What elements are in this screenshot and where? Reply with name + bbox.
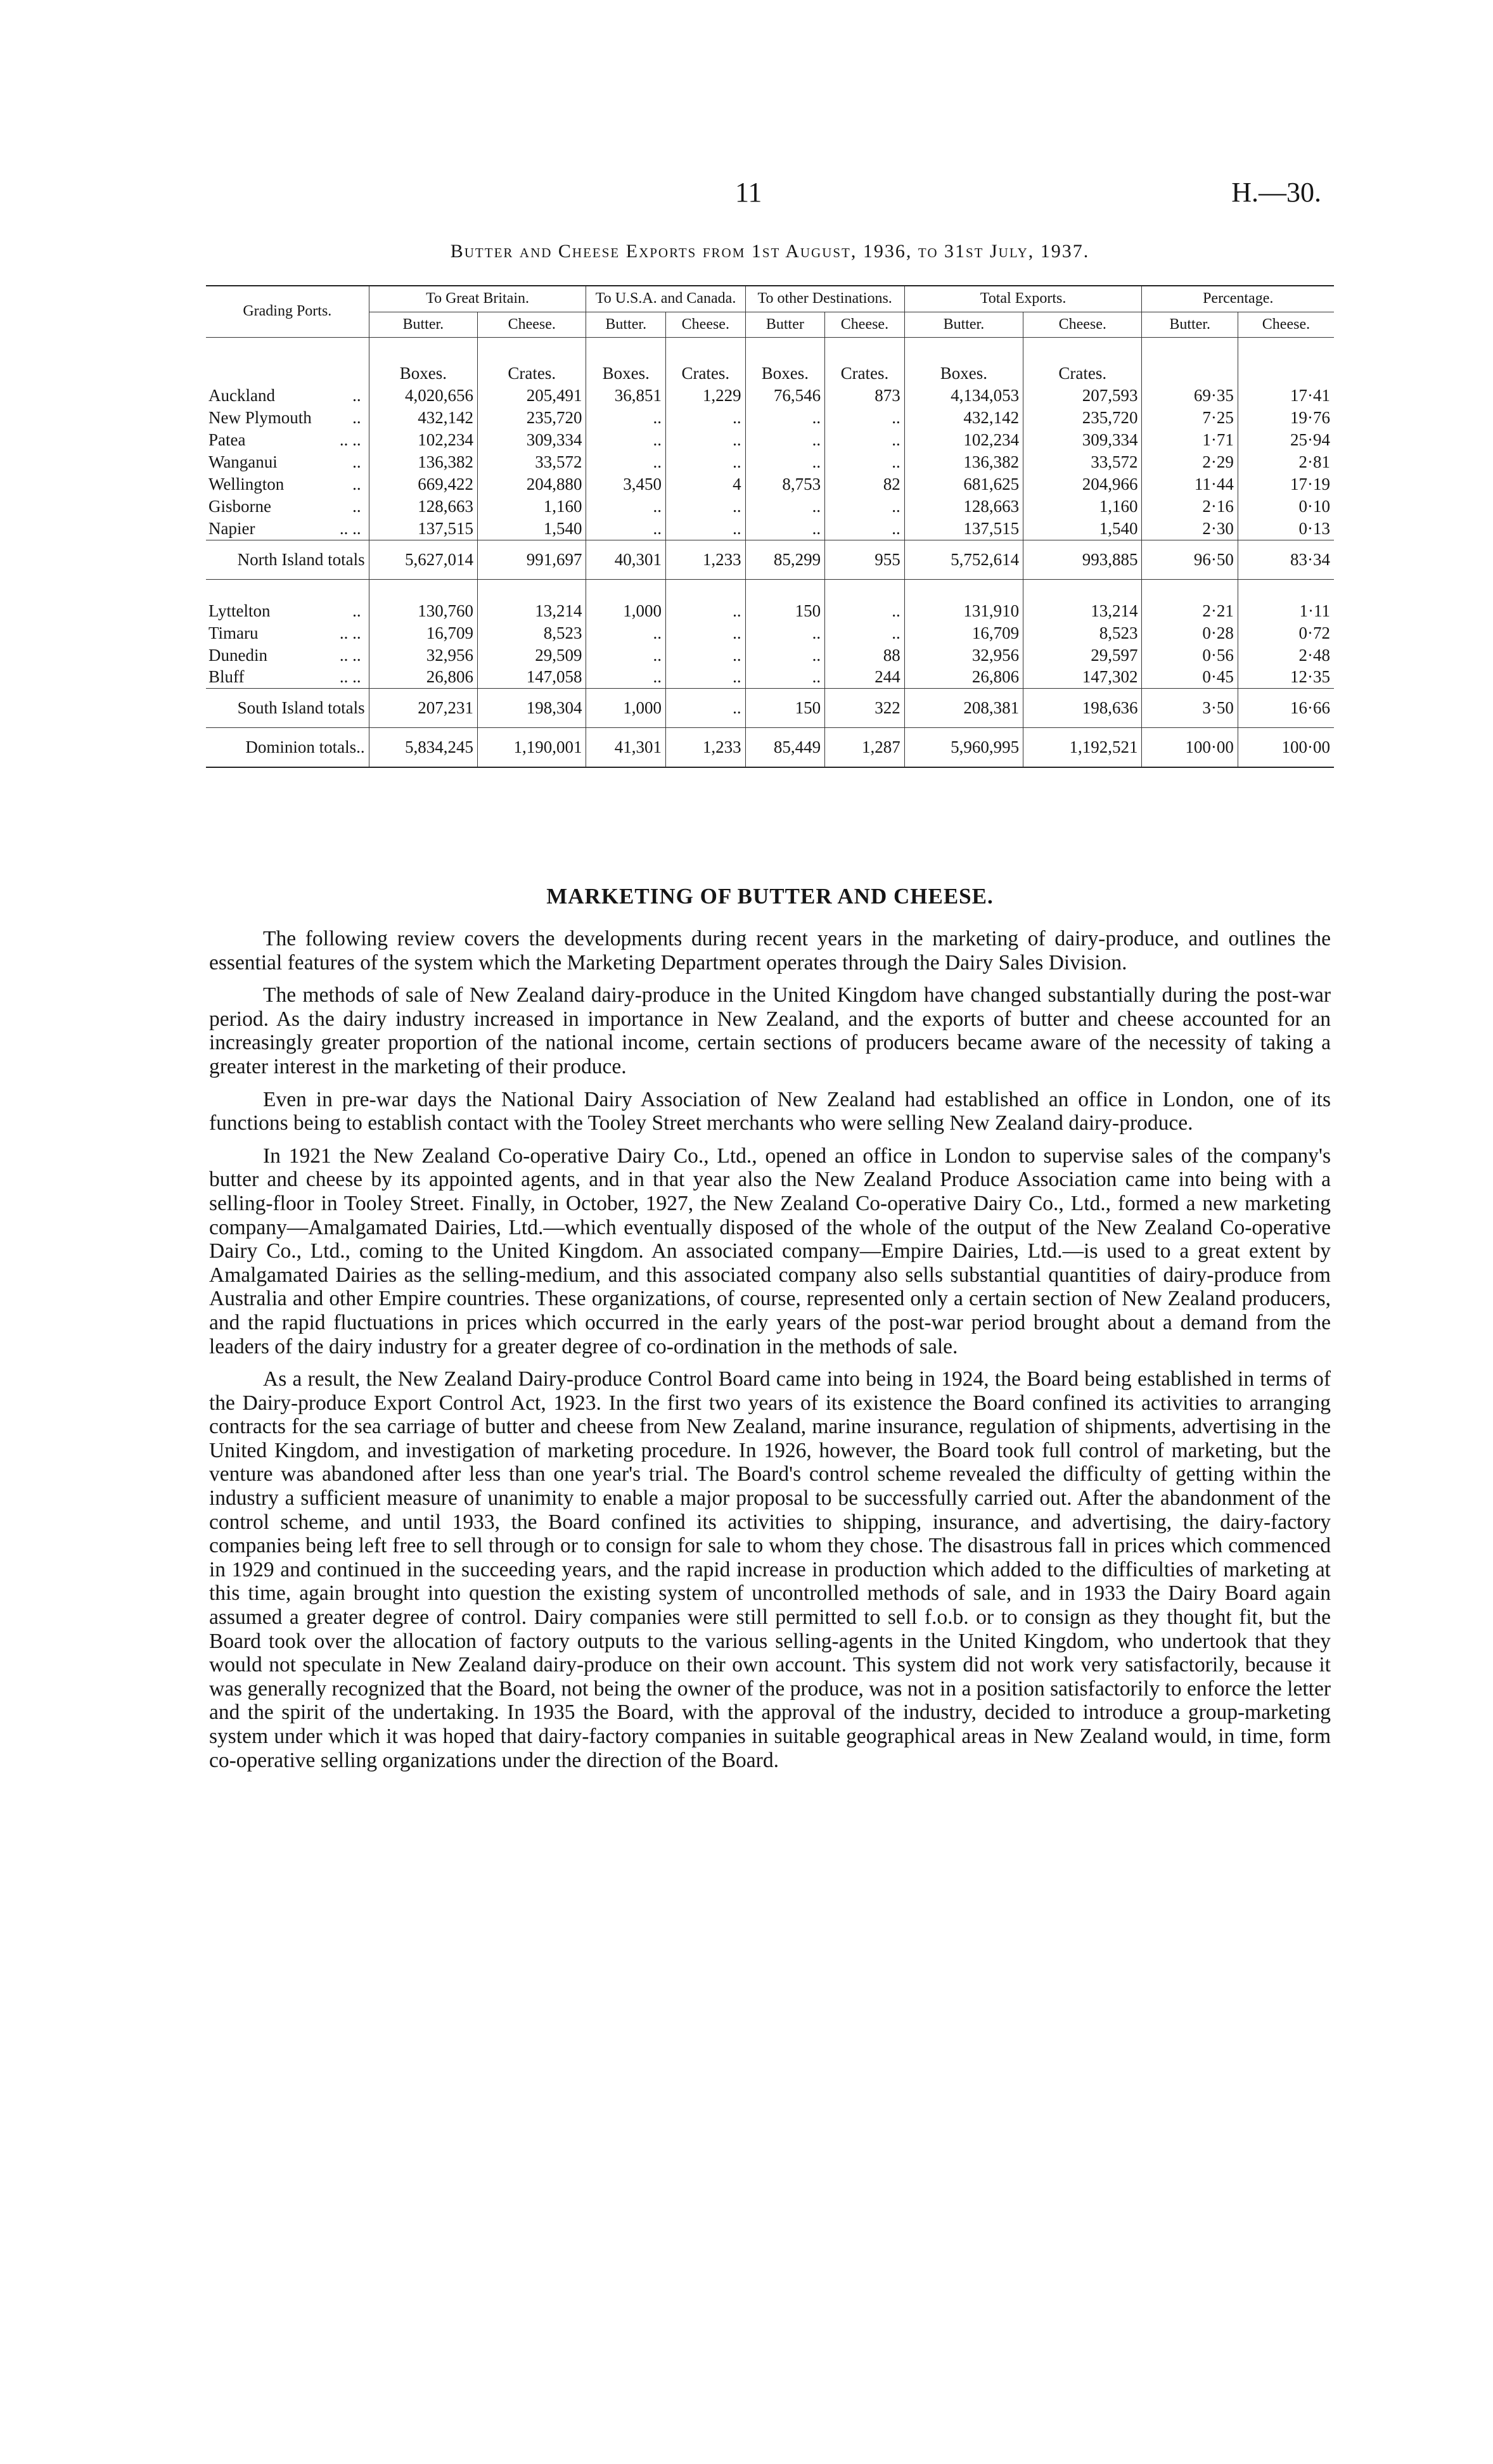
table-title: Butter and Cheese Exports from 1st August, 1936, to 31st July, 1937.	[450, 241, 1090, 262]
table-row	[206, 644, 1334, 667]
subheader: Cheese.	[666, 312, 746, 338]
table-cell: 17·41	[1238, 385, 1334, 407]
table-cell: 1,229	[666, 385, 746, 407]
table-cell: 26,806	[904, 666, 1023, 688]
units-label	[206, 338, 369, 385]
table-cell: 1·11	[1238, 600, 1334, 622]
subheader: Cheese.	[1023, 312, 1142, 338]
total-cell: 83·34	[1238, 540, 1334, 579]
table-cell: 147,302	[1023, 666, 1142, 688]
report-code: H.—30.	[1231, 177, 1321, 208]
table-cell: 205,491	[478, 385, 586, 407]
table-cell: 235,720	[478, 407, 586, 429]
total-cell: 85,299	[745, 540, 825, 579]
table-cell: 147,058	[478, 666, 586, 688]
total-cell: 955	[825, 540, 905, 579]
table-cell: 2·30	[1142, 518, 1238, 540]
paragraph: The following review covers the developments during recent years in the marketing of dairy-produce, and outlines the essential features of the system which the Marketing Department operates through the Dairy Sales Division.	[209, 927, 1331, 974]
total-cell: 150	[745, 689, 825, 728]
grading-ports-header: Grading Ports.	[206, 286, 369, 338]
table-cell: 88	[825, 644, 905, 667]
subheader: Butter	[745, 312, 825, 338]
section-heading: MARKETING OF BUTTER AND CHEESE.	[546, 884, 994, 909]
table-cell: 1,000	[586, 600, 666, 622]
table-cell: ..	[666, 666, 746, 688]
port-name: Wanganui ..	[208, 452, 361, 471]
table-cell: 4,134,053	[904, 385, 1023, 407]
table-cell: 432,142	[904, 407, 1023, 429]
table-cell: 4,020,656	[369, 385, 477, 407]
total-row	[206, 728, 1334, 767]
table-cell: ..	[745, 495, 825, 518]
table-cell: 1,160	[478, 495, 586, 518]
table-cell: 235,720	[1023, 407, 1142, 429]
table-cell: 17·19	[1238, 473, 1334, 495]
spacer-cell	[825, 579, 905, 600]
total-cell: 5,834,245	[369, 728, 477, 767]
total-cell: 991,697	[478, 540, 586, 579]
paragraph: Even in pre-war days the National Dairy Association of New Zealand had established an office in London, one of its functions being to establish contact with the Tooley Street merchants who were selling New Zealand dairy-produce.	[209, 1087, 1331, 1135]
unit-label: Boxes.	[586, 338, 666, 385]
table-cell: 7·25	[1142, 407, 1238, 429]
subheader: Cheese.	[825, 312, 905, 338]
table-cell: ..	[745, 451, 825, 473]
table-row	[206, 429, 1334, 451]
unit-label: Boxes.	[369, 338, 477, 385]
subheader: Cheese.	[1238, 312, 1334, 338]
table-cell: 669,422	[369, 473, 477, 495]
unit-label	[1238, 338, 1334, 385]
table-row	[206, 473, 1334, 495]
table-cell: 0·45	[1142, 666, 1238, 688]
table-cell: ..	[825, 429, 905, 451]
exports-table-body	[206, 338, 1334, 768]
port-name: Dunedin .. ..	[208, 645, 361, 665]
exports-table-container	[206, 285, 1334, 768]
table-cell: 2·16	[1142, 495, 1238, 518]
spacer-cell	[745, 579, 825, 600]
table-row	[206, 385, 1334, 407]
table-cell: 137,515	[904, 518, 1023, 540]
spacer-cell	[1238, 579, 1334, 600]
port-name: Patea .. ..	[208, 430, 361, 449]
table-cell: ..	[825, 518, 905, 540]
total-row	[206, 689, 1334, 728]
table-cell: ..	[825, 622, 905, 644]
table-cell: ..	[586, 407, 666, 429]
unit-label	[1142, 338, 1238, 385]
table-cell: 16,709	[369, 622, 477, 644]
table-cell: 0·10	[1238, 495, 1334, 518]
exports-table	[206, 285, 1334, 768]
group-header: Percentage.	[1142, 286, 1334, 312]
table-cell: 8,523	[1023, 622, 1142, 644]
table-cell: 2·48	[1238, 644, 1334, 667]
port-name: Napier .. ..	[208, 518, 361, 538]
total-cell: 198,304	[478, 689, 586, 728]
table-cell: 2·29	[1142, 451, 1238, 473]
table-cell: 309,334	[478, 429, 586, 451]
table-cell: 32,956	[369, 644, 477, 667]
port-name: Wellington ..	[208, 474, 361, 494]
table-cell: 204,966	[1023, 473, 1142, 495]
total-cell: 100·00	[1142, 728, 1238, 767]
table-cell: 136,382	[904, 451, 1023, 473]
unit-label: Boxes.	[745, 338, 825, 385]
table-cell: ..	[745, 644, 825, 667]
total-cell: 1,190,001	[478, 728, 586, 767]
total-cell: 41,301	[586, 728, 666, 767]
table-cell: ..	[586, 666, 666, 688]
units-row	[206, 338, 1334, 385]
table-cell: ..	[825, 451, 905, 473]
table-cell: 0·72	[1238, 622, 1334, 644]
table-cell: 432,142	[369, 407, 477, 429]
table-cell: 76,546	[745, 385, 825, 407]
spacer-row	[206, 579, 1334, 600]
table-cell: 33,572	[478, 451, 586, 473]
port-name: Timaru .. ..	[208, 623, 361, 642]
total-cell: 1,000	[586, 689, 666, 728]
total-cell: 3·50	[1142, 689, 1238, 728]
table-cell: ..	[666, 451, 746, 473]
total-label: South Island totals	[206, 689, 369, 728]
table-row	[206, 407, 1334, 429]
table-cell: 1·71	[1142, 429, 1238, 451]
table-cell: 32,956	[904, 644, 1023, 667]
total-label: North Island totals	[206, 540, 369, 579]
total-cell: 208,381	[904, 689, 1023, 728]
table-cell: 29,597	[1023, 644, 1142, 667]
total-cell: 198,636	[1023, 689, 1142, 728]
table-cell: 131,910	[904, 600, 1023, 622]
table-cell: 11·44	[1142, 473, 1238, 495]
spacer-cell	[1023, 579, 1142, 600]
total-cell: 1,233	[666, 540, 746, 579]
total-cell: 5,752,614	[904, 540, 1023, 579]
group-header: Total Exports.	[904, 286, 1142, 312]
table-cell: ..	[666, 495, 746, 518]
table-cell: 16,709	[904, 622, 1023, 644]
table-cell: 136,382	[369, 451, 477, 473]
subheader: Butter.	[904, 312, 1023, 338]
table-cell: 1,160	[1023, 495, 1142, 518]
table-row	[206, 600, 1334, 622]
total-cell: 1,192,521	[1023, 728, 1142, 767]
table-cell: 33,572	[1023, 451, 1142, 473]
table-cell: 36,851	[586, 385, 666, 407]
table-row	[206, 622, 1334, 644]
article	[209, 884, 1331, 1781]
port-name: Auckland ..	[208, 386, 361, 405]
table-cell: 82	[825, 473, 905, 495]
group-header: To Great Britain.	[369, 286, 586, 312]
table-cell: 244	[825, 666, 905, 688]
table-cell: ..	[825, 495, 905, 518]
total-cell: 993,885	[1023, 540, 1142, 579]
table-cell: 128,663	[369, 495, 477, 518]
unit-label: Crates.	[1023, 338, 1142, 385]
spacer-cell	[1142, 579, 1238, 600]
total-cell: 96·50	[1142, 540, 1238, 579]
table-cell: 207,593	[1023, 385, 1142, 407]
table-cell: ..	[586, 518, 666, 540]
table-cell: ..	[666, 622, 746, 644]
table-cell: 29,509	[478, 644, 586, 667]
table-cell: ..	[825, 600, 905, 622]
total-cell: 207,231	[369, 689, 477, 728]
table-cell: ..	[745, 622, 825, 644]
spacer-cell	[369, 579, 477, 600]
table-cell: 2·81	[1238, 451, 1334, 473]
subheader: Butter.	[586, 312, 666, 338]
group-header: To other Destinations.	[745, 286, 904, 312]
page-number: 11	[735, 177, 762, 208]
subheader: Cheese.	[478, 312, 586, 338]
spacer-cell	[904, 579, 1023, 600]
table-row	[206, 666, 1334, 688]
table-cell: 0·28	[1142, 622, 1238, 644]
total-cell: 40,301	[586, 540, 666, 579]
table-cell: ..	[745, 666, 825, 688]
total-cell: 100·00	[1238, 728, 1334, 767]
total-cell: 1,287	[825, 728, 905, 767]
table-cell: ..	[745, 518, 825, 540]
table-cell: 13,214	[478, 600, 586, 622]
subheader: Butter.	[1142, 312, 1238, 338]
spacer-cell	[206, 579, 369, 600]
table-cell: 130,760	[369, 600, 477, 622]
table-cell: 873	[825, 385, 905, 407]
port-name: Gisborne ..	[208, 496, 361, 516]
port-name: Bluff .. ..	[208, 667, 361, 687]
table-cell: 102,234	[904, 429, 1023, 451]
table-cell: ..	[825, 407, 905, 429]
spacer-cell	[586, 579, 666, 600]
unit-label: Boxes.	[904, 338, 1023, 385]
table-cell: 69·35	[1142, 385, 1238, 407]
subheader: Butter.	[369, 312, 477, 338]
table-cell: 1,540	[1023, 518, 1142, 540]
table-cell: 13,214	[1023, 600, 1142, 622]
table-cell: ..	[666, 600, 746, 622]
table-cell: 1,540	[478, 518, 586, 540]
table-cell: ..	[666, 518, 746, 540]
table-cell: ..	[745, 429, 825, 451]
total-cell: 5,960,995	[904, 728, 1023, 767]
table-cell: ..	[586, 429, 666, 451]
paragraph: In 1921 the New Zealand Co-operative Dairy Co., Ltd., opened an office in London to supervise sales of the company's butter and cheese by its appointed agents, and in that year also the New Zealand Produce Association came into being with a selling-floor in Tooley Street. Finally, in October, 1927, the New Zealand Co-operative Dairy Co., Ltd., formed a new marketing company—Amalgamated Dairies, Ltd.—which eventually disposed of the whole of the output of the New Zealand Co-operative Dairy Co., Ltd., coming to the United Kingdom. An associated company—Empire Dairies, Ltd.—is used to a great extent by Amalgamated Dairies as the selling-medium, and this associated company also sells substantial quantities of dairy-produce from Australia and other Empire countries. These organizations, of course, represented only a certain section of New Zealand producers, and the rapid fluctuations in prices which occurred in the early years of the post-war period brought about a demand from the leaders of the dairy industry for a greater degree of co-ordination in the methods of sale.	[209, 1144, 1331, 1358]
table-row	[206, 451, 1334, 473]
table-row	[206, 518, 1334, 540]
table-cell: 19·76	[1238, 407, 1334, 429]
paragraph: As a result, the New Zealand Dairy-produce Control Board came into being in 1924, the Board being established in terms of the Dairy-produce Export Control Act, 1923. In the first two years of its existence the Board confined its activities to arranging contracts for the sea carriage of butter and cheese from New Zealand, marine insurance, regulation of shipments, advertising in the United Kingdom, and investigation of marketing procedure. In 1926, however, the Board took full control of marketing, but the venture was abandoned after less than one year's trial. The Board's control scheme revealed the difficulty of getting within the industry a sufficient measure of unanimity to enable a major proposal to be successfully carried out. After the abandonment of the control scheme, and until 1933, the Board confined its activities to shipping, insurance, and advertising, the dairy-factory companies being left free to sell through or to consign for sale to whom they chose. The disastrous fall in prices which commenced in 1929 and continued in the succeeding years, and the rapid increase in production which added to the difficulties of marketing at this time, again brought into question the existing system of uncontrolled methods of sale, and in 1933 the Dairy Board again assumed a greater degree of control. Dairy companies were still permitted to sell f.o.b. or to consign as they thought fit, but the Board took over the allocation of factory outputs to the various selling-agents in the United Kingdom, who undertook that they would not speculate in New Zealand dairy-produce on their own account. This system did not work very satisfactorily, because it was generally recognized that the Board, not being the owner of the produce, was not in a position satisfactorily to enforce the letter and the spirit of the undertaking. In 1935 the Board, with the approval of the industry, decided to introduce a group-marketing system under which it was hoped that dairy-factory companies in suitable geographical areas in New Zealand would, in time, form co-operative selling organizations under the direction of the Board.	[209, 1367, 1331, 1772]
table-cell: 681,625	[904, 473, 1023, 495]
table-cell: ..	[745, 407, 825, 429]
table-cell: 128,663	[904, 495, 1023, 518]
total-cell: 16·66	[1238, 689, 1334, 728]
group-header: To U.S.A. and Canada.	[586, 286, 745, 312]
table-cell: ..	[586, 495, 666, 518]
table-cell: 26,806	[369, 666, 477, 688]
page-header	[209, 176, 1331, 214]
unit-label: Crates.	[666, 338, 746, 385]
unit-label: Crates.	[825, 338, 905, 385]
table-cell: ..	[666, 429, 746, 451]
table-cell: ..	[586, 451, 666, 473]
table-cell: 8,523	[478, 622, 586, 644]
spacer-cell	[666, 579, 746, 600]
spacer-cell	[478, 579, 586, 600]
table-cell: 2·21	[1142, 600, 1238, 622]
total-cell: 322	[825, 689, 905, 728]
total-row	[206, 540, 1334, 579]
total-cell: ..	[666, 689, 746, 728]
total-cell: 1,233	[666, 728, 746, 767]
total-label: Dominion totals..	[206, 728, 369, 767]
table-cell: 25·94	[1238, 429, 1334, 451]
table-cell: 12·35	[1238, 666, 1334, 688]
table-cell: 102,234	[369, 429, 477, 451]
total-cell: 85,449	[745, 728, 825, 767]
table-cell: 0·56	[1142, 644, 1238, 667]
table-cell: 150	[745, 600, 825, 622]
table-cell: 137,515	[369, 518, 477, 540]
table-cell: ..	[666, 644, 746, 667]
port-name: New Plymouth ..	[208, 408, 361, 428]
table-cell: ..	[586, 644, 666, 667]
table-cell: ..	[666, 407, 746, 429]
table-cell: 8,753	[745, 473, 825, 495]
unit-label: Crates.	[478, 338, 586, 385]
paragraph: The methods of sale of New Zealand dairy-produce in the United Kingdom have changed substantially during the post-war period. As the dairy industry increased in importance in New Zealand, and the exports of butter and cheese accounted for an increasingly greater proportion of the national income, certain sections of producers became aware of the necessity of taking a greater interest in the marketing of their produce.	[209, 983, 1331, 1078]
table-row	[206, 495, 1334, 518]
port-name: Lyttelton ..	[208, 601, 361, 620]
table-cell: 309,334	[1023, 429, 1142, 451]
table-cell: 0·13	[1238, 518, 1334, 540]
table-cell: 3,450	[586, 473, 666, 495]
table-cell: ..	[586, 622, 666, 644]
table-cell: 204,880	[478, 473, 586, 495]
total-cell: 5,627,014	[369, 540, 477, 579]
table-cell: 4	[666, 473, 746, 495]
